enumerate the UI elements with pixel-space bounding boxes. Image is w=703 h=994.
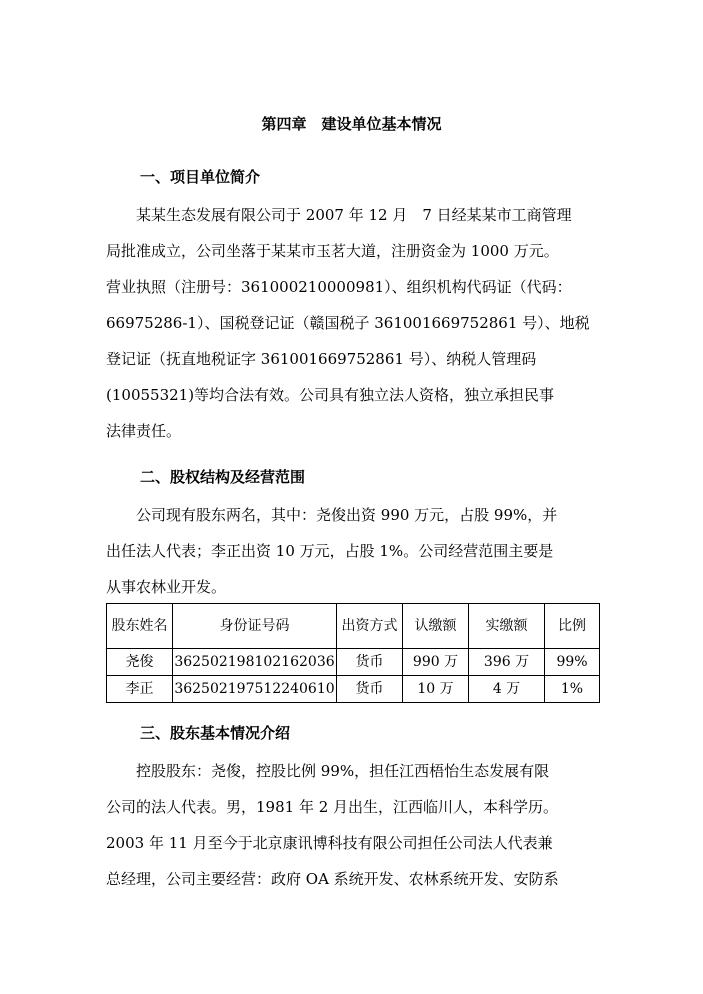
paragraph-line: 某某生态发展有限公司于 2007 年 12 月 7 日经某某市工商管理	[136, 206, 572, 224]
section-3-paragraph	[106, 753, 606, 897]
paragraph-line: 法律责任。	[106, 422, 182, 440]
table-row	[107, 676, 600, 703]
paragraph-line: 登记证（抚直地税证字 361001669752861 号）、纳税人管理码	[106, 350, 537, 368]
table-header-cell: 比例	[545, 604, 600, 649]
table-cell: 尧俊	[107, 649, 173, 676]
section-heading-1: 一、项目单位简介	[140, 168, 261, 186]
paragraph-line: 营业执照（注册号：361000210000981）、组织机构代码证（代码：	[106, 278, 572, 296]
table-header-cell: 股东姓名	[107, 604, 173, 649]
section-1-paragraph	[106, 197, 606, 449]
table-cell: 99%	[545, 649, 600, 676]
table-header-cell: 实缴额	[469, 604, 545, 649]
shareholder-table	[106, 603, 600, 703]
table-cell: 362502197512240610	[173, 676, 337, 703]
table-cell: 990 万	[403, 649, 469, 676]
table-header-cell: 身份证号码	[173, 604, 337, 649]
paragraph-line: 公司的法人代表。男，1981 年 2 月出生，江西临川人，本科学历。	[106, 798, 559, 816]
section-2-paragraph	[106, 497, 606, 605]
table-header-cell: 认缴额	[403, 604, 469, 649]
paragraph-line: 66975286-1）、国税登记证（赣国税子 361001669752861 号）、地税	[106, 314, 590, 332]
paragraph-line: 从事农林业开发。	[106, 578, 227, 596]
paragraph-line: 控股股东：尧俊，控股比例 99%，担任江西梧怡生态发展有限	[136, 762, 550, 780]
paragraph-line: 2003 年 11 月至今于北京康讯博科技有限公司担任公司法人代表兼	[106, 834, 553, 852]
table-cell: 货币	[337, 676, 403, 703]
table-cell: 4 万	[469, 676, 545, 703]
section-heading-2: 二、股权结构及经营范围	[140, 468, 306, 486]
table-header-cell: 出资方式	[337, 604, 403, 649]
table-cell: 李正	[107, 676, 173, 703]
table-row	[107, 649, 600, 676]
section-heading-3: 三、股东基本情况介绍	[140, 724, 291, 742]
paragraph-line: 公司现有股东两名，其中：尧俊出资 990 万元，占股 99%，并	[136, 506, 558, 524]
chapter-title: 第四章 建设单位基本情况	[261, 115, 442, 133]
table-cell: 362502198102162036	[173, 649, 337, 676]
table-cell: 10 万	[403, 676, 469, 703]
paragraph-line: 局批准成立，公司坐落于某某市玉茗大道，注册资金为 1000 万元。	[106, 242, 559, 260]
paragraph-line: (10055321)等均合法有效。公司具有独立法人资格，独立承担民事	[106, 386, 555, 404]
table-header-row	[107, 604, 600, 649]
table-cell: 1%	[545, 676, 600, 703]
paragraph-line: 总经理，公司主要经营：政府 OA 系统开发、农林系统开发、安防系	[106, 870, 559, 888]
table-cell: 396 万	[469, 649, 545, 676]
table-cell: 货币	[337, 649, 403, 676]
paragraph-line: 出任法人代表；李正出资 10 万元，占股 1%。公司经营范围主要是	[106, 542, 554, 560]
